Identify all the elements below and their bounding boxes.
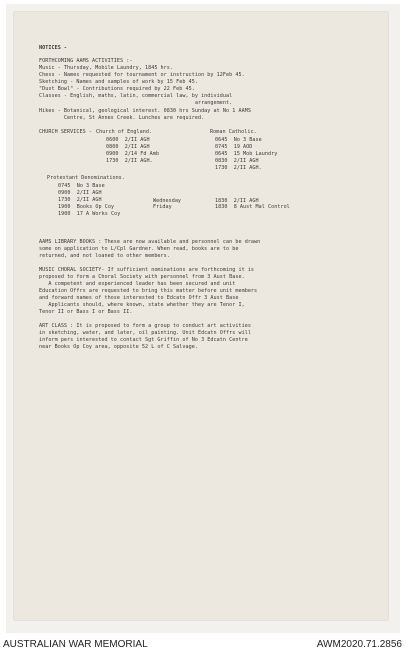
forthcoming-line: Sketching - Names and samples of work by 15 Feb 45.: [39, 79, 198, 85]
roman-row: 1730 2/II AGH.: [215, 165, 262, 171]
protestant-row: 1900 Books Op Coy: [58, 204, 115, 210]
footer-institution: AUSTRALIAN WAR MEMORIAL: [3, 639, 148, 650]
protestant-row: 0900 2/II AGH: [58, 190, 102, 196]
friday-label: Friday: [153, 204, 172, 210]
library-line: returned, and not loaned to other members.: [39, 253, 170, 259]
roman-row: 0745 19 AOD: [215, 144, 253, 150]
england-row: 0900 2/14 Fd Amb: [106, 151, 159, 157]
choral-line: and forward names of those interested to Edcatn Offr 3 Aust Base: [39, 295, 239, 301]
protestant-row: 0745 No 3 Base: [58, 183, 105, 189]
forthcoming-line: Hikes - Botanical, geological interest. 0830 hrs Sunday at No 1 AAMS: [39, 108, 251, 114]
footer-accession-number: AWM2020.71.2856: [316, 639, 402, 650]
england-row: 0800 2/II AGH: [106, 144, 150, 150]
wednesday-label: Wednesday: [153, 198, 182, 204]
forthcoming-title: FORTHCOMING AAMS ACTIVITIES :-: [39, 58, 133, 64]
forthcoming-line: Centre, St Annes Creek. Lunches are required.: [39, 115, 205, 121]
protestant-row: 1900 17 A Works Coy: [58, 211, 121, 217]
art-class-line: near Books Op Coy area, opposite 52 L of C Salvage.: [39, 344, 198, 350]
art-class-line: inform pers interested to contact Sgt Griffin of No 3 Edcatn Centre: [39, 337, 248, 343]
england-row: 1730 2/II AGH.: [106, 158, 153, 164]
forthcoming-line: Classes - English, maths, latin, commercial law, by individual: [39, 93, 233, 99]
wednesday-entry: 1830 2/II AGH: [215, 198, 259, 204]
protestant-row: 1730 2/II AGH: [58, 197, 102, 203]
roman-row: 0645 No 3 Base: [215, 137, 262, 143]
choral-line: Applicants should, where known, state whether they are Tenor I,: [39, 302, 245, 308]
notices-heading: NOTICES -: [39, 45, 68, 51]
document-page: [14, 12, 388, 620]
archive-footer: [0, 636, 406, 653]
roman-catholic-title: Roman Catholic.: [210, 129, 257, 135]
choral-line: proposed to form a Choral Society with personnel from 3 Aust Base.: [39, 274, 245, 280]
roman-row: 0830 2/II AGH: [215, 158, 259, 164]
choral-line: Education Offrs are requested to bring this matter before unit members: [39, 288, 258, 294]
choral-line: A competent and experienced leader has been secured and unit: [39, 281, 236, 287]
library-line: some on application to L/Cpl Gardner. When read, books are to be: [39, 246, 239, 252]
art-class-line: in sketching, water, and later, oil painting. Unit Edcatn Offrs will: [39, 330, 251, 336]
roman-row: 0645 15 Mob Laundry: [215, 151, 278, 157]
england-row: 0600 2/II AGH: [106, 137, 150, 143]
library-line: AAMS LIBRARY BOOKS : These are now available and personnel can be drawn: [39, 239, 261, 245]
art-class-line: ART CLASS : It is proposed to form a group to conduct art activities: [39, 323, 251, 329]
choral-line: Tenor II or Bass I or Bass II.: [39, 309, 133, 315]
forthcoming-line: Music - Thursday, Mobile Laundry, 1845 hrs.: [39, 65, 174, 71]
church-services-label: CHURCH SERVICES -: [39, 129, 92, 135]
forthcoming-line: arrangement.: [39, 100, 233, 106]
forthcoming-line: Chess - Names requested for tournament or instruction by 12Feb 45.: [39, 72, 245, 78]
church-england-title: Church of England.: [96, 129, 153, 135]
friday-entry: 1830 8 Aust Mal Control: [215, 204, 290, 210]
protestant-title: Protestant Denominations.: [47, 175, 125, 181]
choral-line: MUSIC CHORAL SOCIETY- If sufficient nominations are forthcoming it is: [39, 267, 255, 273]
forthcoming-line: "Dust Bowl" - Contributions required by 22 Feb 45.: [39, 86, 195, 92]
